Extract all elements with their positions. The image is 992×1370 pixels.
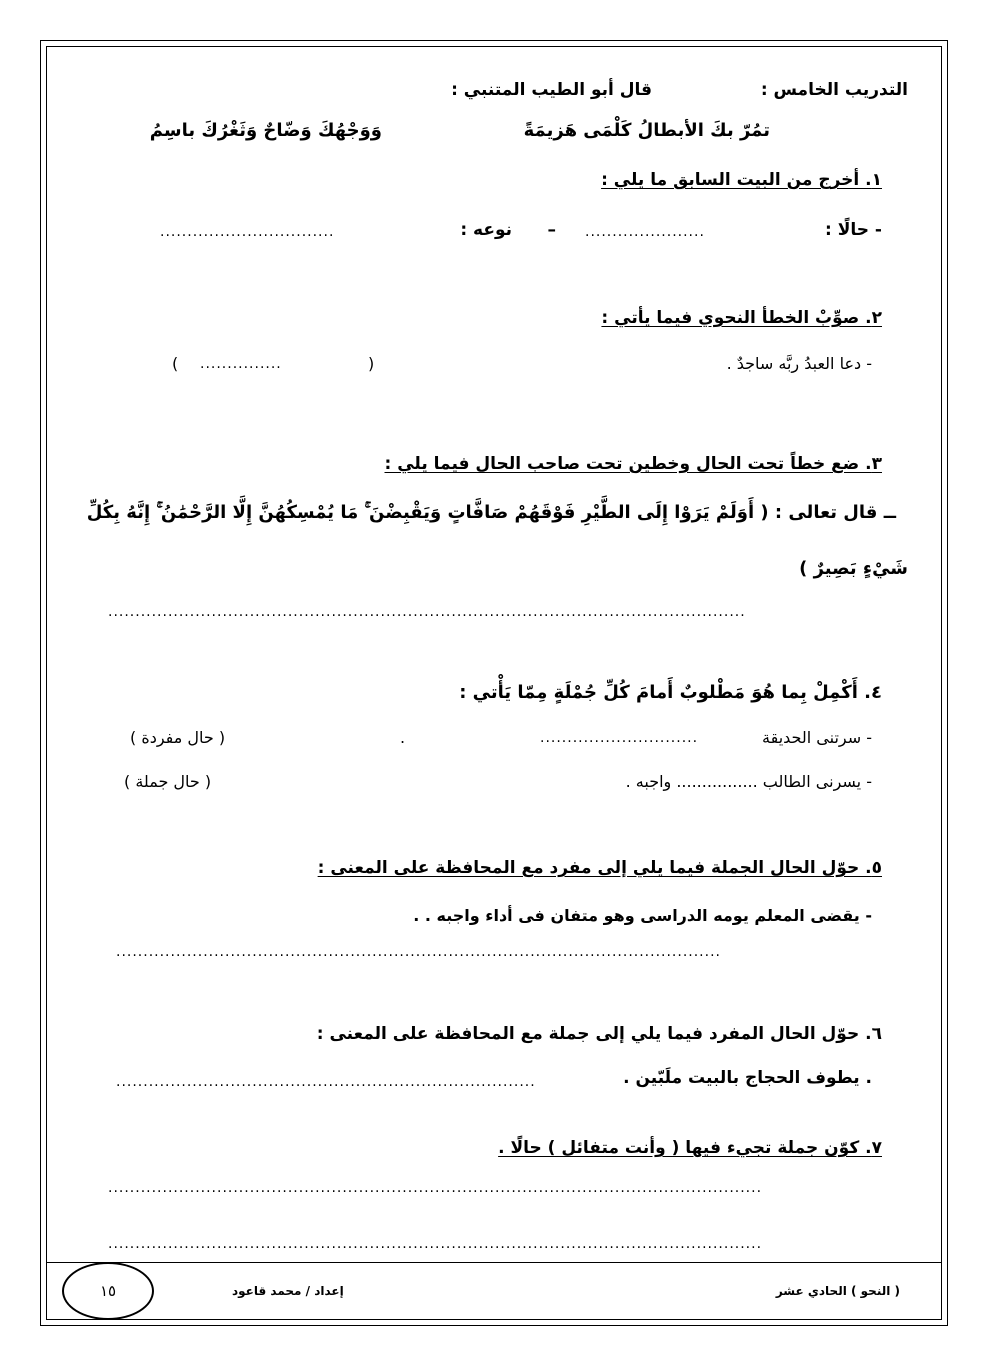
page-number-oval [62,1262,154,1320]
q4-item-2-hint: ( حال جملة ) [124,772,212,791]
q4-item-1-text: - سرتنى الحديقة [762,728,872,747]
q2-answer-line[interactable]: ............... [200,356,282,372]
q1-answer-line-1[interactable]: ...................... [585,224,705,240]
q2-open-paren: ( [368,354,375,373]
verse-first-half: تمُرّ بكَ الأبطالُ كَلْمَى هَزيمَةً [523,120,770,141]
question-4-title: ٤. أَكْمِلْ بِما هُوَ مَطْلوبٌ أَمامَ كُلِّ جُمْلَةٍ مِمّا يَأْتي : [459,682,882,703]
question-6-title: ٦. حوّل الحال المفرد فيما يلي إلى جملة مع المحافظة على المعنى : [316,1024,882,1044]
question-3-title: ٣. ضع خطاً تحت الحال وخطين تحت صاحب الحال فيما يلي : [384,454,882,474]
footer-author: إعداد / محمد قاعود [232,1284,344,1298]
q3-answer-line[interactable]: ..................................................................................................................... [108,604,746,620]
q1-dash: – [547,220,556,240]
q4-item-1-hint: ( حال مفردة ) [130,728,226,747]
question-5-title: ٥. حوّل الحال الجملة فيما يلي إلى مفرد مع المحافظة على المعنى : [317,858,882,878]
q4-item-2-text: - يسرنى الطالب ................ واجبه . [625,772,872,791]
q3-ayah-line-1: ــ قال تعالى : ( أَوَلَمْ يَرَوْا إِلَى الطَّيْرِ فَوْقَهُمْ صَافَّاتٍ وَيَقْبِضْنَ ۚ مَا يُمْسِكُهُنَّ إِلَّا الرَّحْمَٰنُ ۚ إِنَّهُ بِكُلِّ [86,502,896,523]
poet-intro: قال أبو الطيب المتنبي : [451,80,652,100]
q1-prompt: - حالًا : [825,220,882,240]
question-1-title: ١. أخرج من البيت السابق ما يلي : [601,170,882,190]
verse-second-half: وَوَجْهُكَ وَضّاحٌ وَثَغْرُكَ باسِمُ [149,120,382,141]
q6-sentence: . يطوف الحجاج بالبيت ملَبّين . [623,1068,872,1088]
footer-divider [46,1262,942,1263]
q3-ayah-line-2: شَيْءٍ بَصِيرٌ ) [799,558,908,579]
question-2-title: ٢. صوِّبْ الخطأ النحوي فيما يأتي : [601,308,882,328]
q1-answer-line-2[interactable]: ................................ [160,224,335,240]
q7-answer-line-1[interactable]: ........................................................................................................................ [108,1180,763,1196]
q1-type-label: نوعه : [460,220,512,240]
q5-answer-line[interactable]: ............................................................................................................... [116,944,721,960]
q4-item-1-answer[interactable]: ............................. [540,730,699,746]
page-number: ١٥ [99,1282,117,1300]
exercise-title: التدريب الخامس : [760,80,908,100]
question-7-title: ٧. كوّن جملة تجيء فيها ( وأنت متفائل ) حالًا . [498,1138,882,1158]
footer-subject: ( النحو ) الحادي عشر [775,1284,900,1298]
q2-close-paren: ) [172,354,179,373]
q6-answer-line[interactable]: ............................................................................. [116,1074,536,1090]
q7-answer-line-2[interactable]: ........................................................................................................................ [108,1236,763,1252]
q4-item-1-period: . [400,728,406,747]
q2-sentence: - دعا العبدُ ربَّه ساجدٌ . [726,354,872,373]
q5-sentence: - يقضى المعلم يومه الدراسى وهو متفان فى أداء واجبه . . [413,906,872,925]
